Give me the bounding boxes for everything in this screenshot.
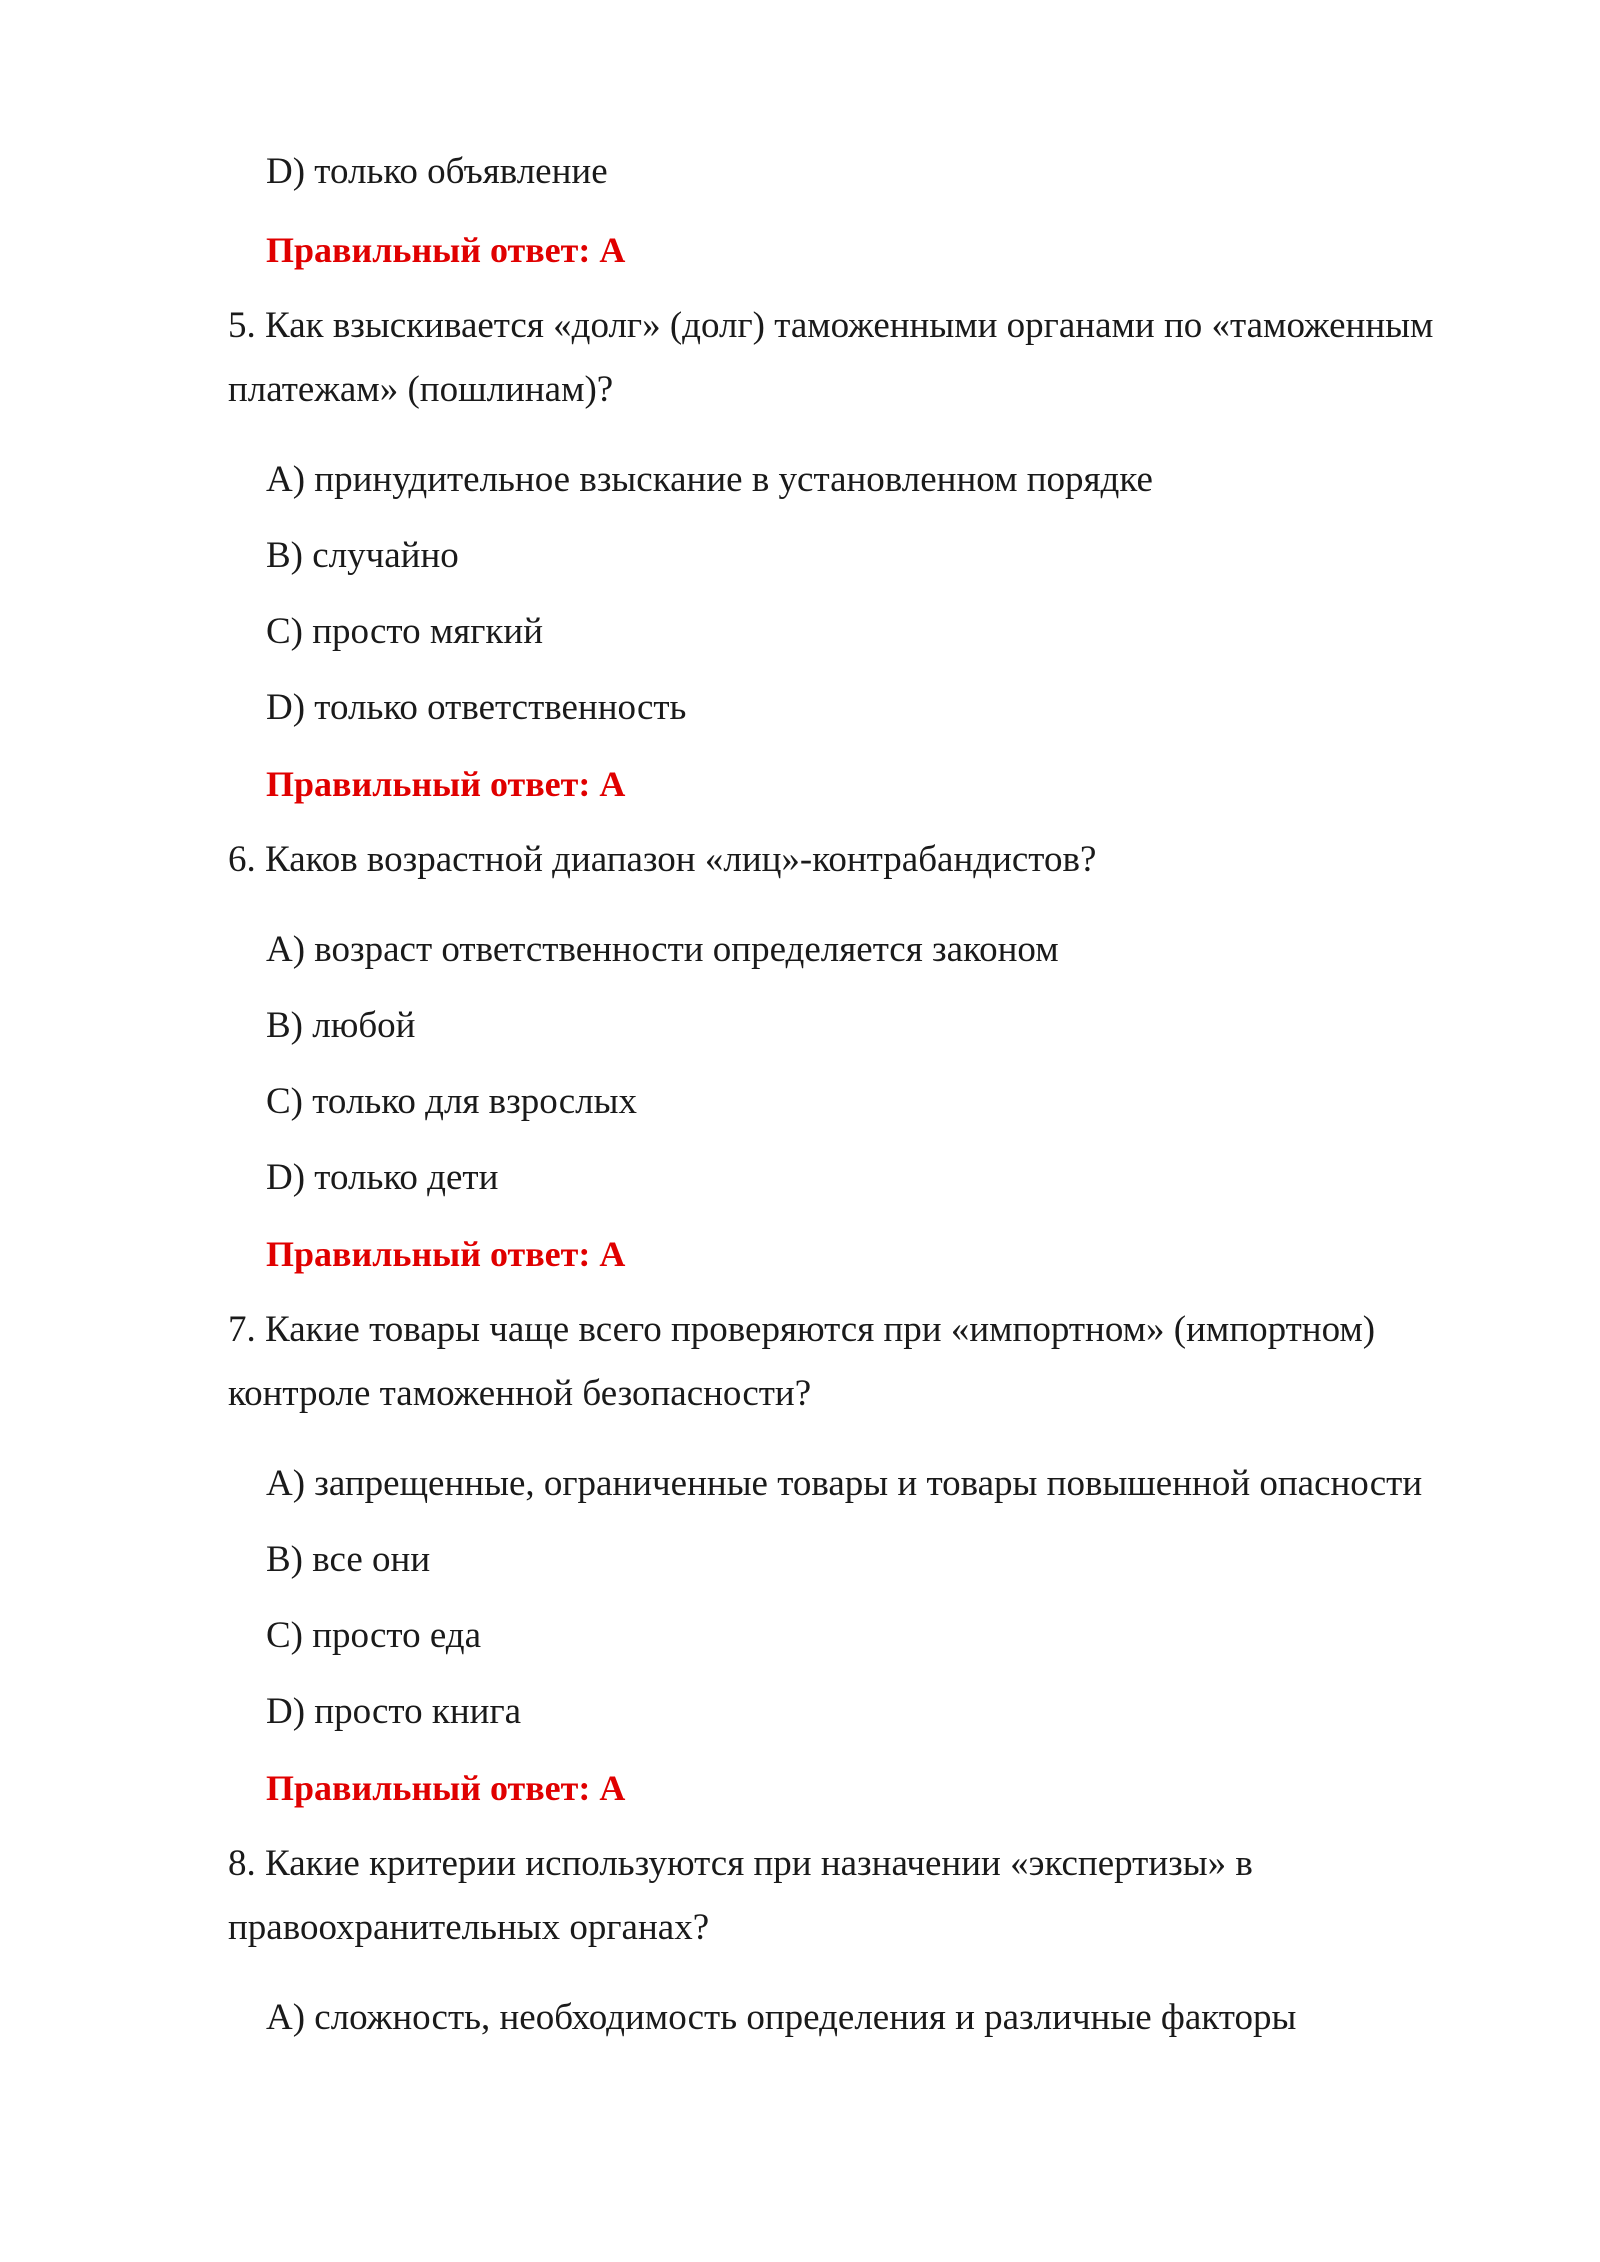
question-7-option-b: B) все они [266, 1539, 431, 1580]
correct-answer-5: Правильный ответ: А [266, 764, 626, 804]
question-6-option-d: D) только дети [266, 1157, 499, 1198]
correct-answer-4: Правильный ответ: А [266, 230, 626, 270]
option-d-prev: D) только объявление [266, 151, 608, 192]
question-5-option-c: C) просто мягкий [266, 611, 544, 652]
question-7-option-c: C) просто еда [266, 1615, 482, 1656]
question-5-line-2: платежам» (пошлинам)? [228, 369, 614, 410]
question-6-option-b: B) любой [266, 1005, 416, 1046]
question-5-option-a: А) принудительное взыскание в установленном порядке [266, 459, 1153, 500]
question-5-option-b: B) случайно [266, 535, 459, 576]
correct-answer-6: Правильный ответ: А [266, 1234, 626, 1274]
question-6-option-c: C) только для взрослых [266, 1081, 637, 1122]
question-7-option-a: А) запрещенные, ограниченные товары и товары повышенной опасности [266, 1463, 1423, 1504]
question-5-line-1: 5. Как взыскивается «долг» (долг) таможенными органами по «таможенным [228, 305, 1434, 346]
question-7-line-2: контроле таможенной безопасности? [228, 1373, 812, 1414]
question-8-option-a: А) сложность, необходимость определения и различные факторы [266, 1997, 1297, 2038]
question-6-line-1: 6. Каков возрастной диапазон «лиц»-контрабандистов? [228, 839, 1097, 880]
question-5-option-d: D) только ответственность [266, 687, 687, 728]
question-6-option-a: А) возраст ответственности определяется законом [266, 929, 1059, 970]
correct-answer-7: Правильный ответ: А [266, 1768, 626, 1808]
question-8-line-2: правоохранительных органах? [228, 1907, 710, 1948]
question-7-option-d: D) просто книга [266, 1691, 522, 1732]
question-7-line-1: 7. Какие товары чаще всего проверяются при «импортном» (импортном) [228, 1309, 1376, 1350]
question-8-line-1: 8. Какие критерии используются при назначении «экспертизы» в [228, 1843, 1253, 1884]
